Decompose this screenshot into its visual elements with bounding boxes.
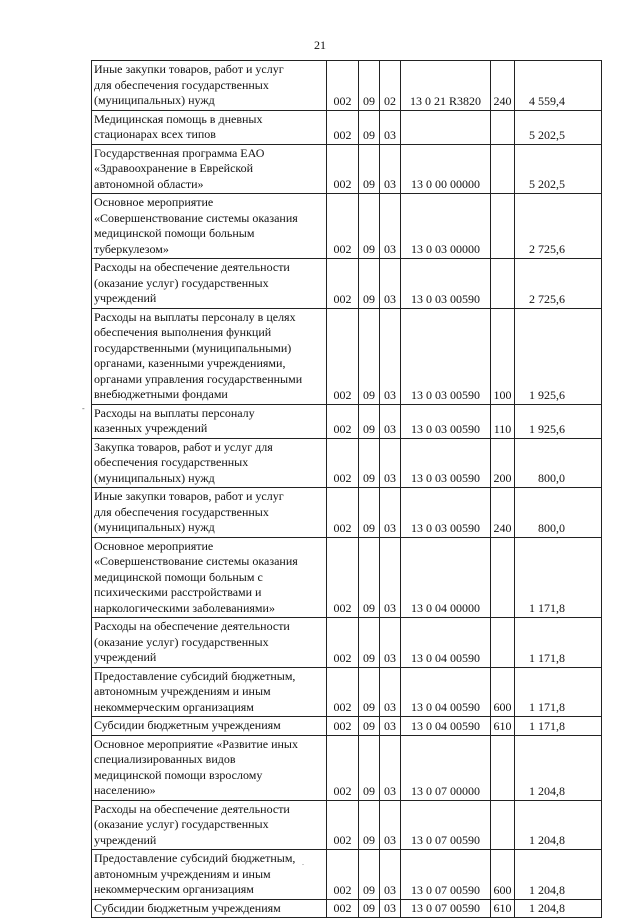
subsection-code-cell: 03 xyxy=(380,850,401,900)
expense-type-cell: 610 xyxy=(491,899,515,918)
expense-type-cell xyxy=(491,537,515,618)
department-code-cell: 002 xyxy=(327,144,359,194)
expense-type-cell: 600 xyxy=(491,667,515,717)
subsection-code-cell: 03 xyxy=(380,488,401,538)
table-row xyxy=(92,194,602,259)
target-article-cell: 13 0 21 R3820 xyxy=(401,61,491,111)
amount-cell: 2 725,6 xyxy=(515,259,602,309)
amount-cell: 5 202,5 xyxy=(515,144,602,194)
expense-type-cell xyxy=(491,735,515,800)
subsection-code-cell: 03 xyxy=(380,899,401,918)
target-article-cell: 13 0 04 00000 xyxy=(401,537,491,618)
page-number: 21 xyxy=(314,38,326,52)
subsection-code-cell: 03 xyxy=(380,800,401,850)
amount-cell: 5 202,5 xyxy=(515,110,602,144)
table-row xyxy=(92,404,602,438)
expense-type-cell xyxy=(491,259,515,309)
expense-type-cell xyxy=(491,800,515,850)
table-row xyxy=(92,488,602,538)
section-code-cell: 09 xyxy=(359,488,380,538)
expense-name-cell: Расходы на обеспечение деятельности (оказание услуг) государственных учреждений xyxy=(92,800,327,850)
section-code-cell: 09 xyxy=(359,110,380,144)
expense-name-cell: Основное мероприятие «Развитие иных специализированных видов медицинской помощи взрослому населению» xyxy=(92,735,327,800)
department-code-cell: 002 xyxy=(327,735,359,800)
subsection-code-cell: 03 xyxy=(380,110,401,144)
department-code-cell: 002 xyxy=(327,850,359,900)
table-row xyxy=(92,308,602,404)
expense-name-cell: Субсидии бюджетным учреждениям xyxy=(92,717,327,736)
target-article-cell: 13 0 03 00590 xyxy=(401,308,491,404)
expense-type-cell: 200 xyxy=(491,438,515,488)
budget-table xyxy=(91,60,602,918)
section-code-cell: 09 xyxy=(359,61,380,111)
amount-cell: 800,0 xyxy=(515,488,602,538)
amount-cell: 1 925,6 xyxy=(515,308,602,404)
expense-name-cell: Основное мероприятие «Совершенствование системы оказания медицинской помощи больным с психическими расстройствами и наркологическими заболеваниями» xyxy=(92,537,327,618)
subsection-code-cell: 03 xyxy=(380,438,401,488)
expense-type-cell: 610 xyxy=(491,717,515,736)
table-row xyxy=(92,438,602,488)
bottom-mark: . xyxy=(302,858,304,867)
section-code-cell: 09 xyxy=(359,800,380,850)
section-code-cell: 09 xyxy=(359,850,380,900)
table-row xyxy=(92,259,602,309)
target-article-cell: 13 0 03 00590 xyxy=(401,259,491,309)
expense-name-cell: Предоставление субсидий бюджетным, автономным учреждениям и иным некоммерческим организациям xyxy=(92,850,327,900)
target-article-cell: 13 0 07 00590 xyxy=(401,800,491,850)
table-row xyxy=(92,537,602,618)
department-code-cell: 002 xyxy=(327,899,359,918)
expense-name-cell: Государственная программа ЕАО «Здравоохранение в Еврейской автономной области» xyxy=(92,144,327,194)
target-article-cell: 13 0 04 00590 xyxy=(401,618,491,668)
department-code-cell: 002 xyxy=(327,404,359,438)
target-article-cell: 13 0 03 00590 xyxy=(401,488,491,538)
department-code-cell: 002 xyxy=(327,438,359,488)
amount-cell: 1 925,6 xyxy=(515,404,602,438)
expense-name-cell: Субсидии бюджетным учреждениям xyxy=(92,899,327,918)
target-article-cell: 13 0 04 00590 xyxy=(401,667,491,717)
expense-type-cell xyxy=(491,618,515,668)
department-code-cell: 002 xyxy=(327,488,359,538)
table-row xyxy=(92,717,602,736)
department-code-cell: 002 xyxy=(327,667,359,717)
amount-cell: 1 171,8 xyxy=(515,537,602,618)
table-row xyxy=(92,735,602,800)
table-body xyxy=(92,61,602,918)
expense-name-cell: Расходы на обеспечение деятельности (оказание услуг) государственных учреждений xyxy=(92,259,327,309)
subsection-code-cell: 03 xyxy=(380,404,401,438)
subsection-code-cell: 03 xyxy=(380,194,401,259)
department-code-cell: 002 xyxy=(327,717,359,736)
expense-name-cell: Закупка товаров, работ и услуг для обеспечения государственных (муниципальных) нужд xyxy=(92,438,327,488)
expense-name-cell: Расходы на выплаты персоналу в целях обеспечения выполнения функций государственными (муниципальными) органами, казенными учреждениями, органами управления государственными внебюджетными фондами xyxy=(92,308,327,404)
table-row xyxy=(92,61,602,111)
expense-name-cell: Расходы на выплаты персоналу казенных учреждений xyxy=(92,404,327,438)
expense-type-cell xyxy=(491,144,515,194)
amount-cell: 800,0 xyxy=(515,438,602,488)
amount-cell: 1 171,8 xyxy=(515,717,602,736)
section-code-cell: 09 xyxy=(359,899,380,918)
margin-mark: - xyxy=(82,404,85,413)
department-code-cell: 002 xyxy=(327,259,359,309)
table-row xyxy=(92,144,602,194)
amount-cell: 1 204,8 xyxy=(515,735,602,800)
target-article-cell: 13 0 03 00590 xyxy=(401,438,491,488)
section-code-cell: 09 xyxy=(359,537,380,618)
subsection-code-cell: 03 xyxy=(380,259,401,309)
department-code-cell: 002 xyxy=(327,110,359,144)
subsection-code-cell: 03 xyxy=(380,308,401,404)
table-row xyxy=(92,110,602,144)
subsection-code-cell: 03 xyxy=(380,537,401,618)
section-code-cell: 09 xyxy=(359,667,380,717)
subsection-code-cell: 03 xyxy=(380,667,401,717)
table-row xyxy=(92,667,602,717)
target-article-cell: 13 0 03 00590 xyxy=(401,404,491,438)
department-code-cell: 002 xyxy=(327,537,359,618)
department-code-cell: 002 xyxy=(327,800,359,850)
amount-cell: 2 725,6 xyxy=(515,194,602,259)
expense-type-cell: 240 xyxy=(491,488,515,538)
expense-name-cell: Иные закупки товаров, работ и услуг для обеспечения государственных (муниципальных) нужд xyxy=(92,61,327,111)
target-article-cell: 13 0 04 00590 xyxy=(401,717,491,736)
department-code-cell: 002 xyxy=(327,308,359,404)
amount-cell: 1 204,8 xyxy=(515,899,602,918)
expense-name-cell: Иные закупки товаров, работ и услуг для обеспечения государственных (муниципальных) нужд xyxy=(92,488,327,538)
amount-cell: 4 559,4 xyxy=(515,61,602,111)
department-code-cell: 002 xyxy=(327,194,359,259)
subsection-code-cell: 02 xyxy=(380,61,401,111)
section-code-cell: 09 xyxy=(359,259,380,309)
amount-cell: 1 171,8 xyxy=(515,618,602,668)
expense-type-cell: 110 xyxy=(491,404,515,438)
expense-name-cell: Основное мероприятие «Совершенствование системы оказания медицинской помощи больным туберкулезом» xyxy=(92,194,327,259)
amount-cell: 1 204,8 xyxy=(515,800,602,850)
subsection-code-cell: 03 xyxy=(380,735,401,800)
department-code-cell: 002 xyxy=(327,61,359,111)
subsection-code-cell: 03 xyxy=(380,618,401,668)
amount-cell: 1 171,8 xyxy=(515,667,602,717)
section-code-cell: 09 xyxy=(359,194,380,259)
target-article-cell: 13 0 07 00590 xyxy=(401,899,491,918)
expense-name-cell: Расходы на обеспечение деятельности (оказание услуг) государственных учреждений xyxy=(92,618,327,668)
section-code-cell: 09 xyxy=(359,438,380,488)
department-code-cell: 002 xyxy=(327,618,359,668)
subsection-code-cell: 03 xyxy=(380,717,401,736)
target-article-cell: 13 0 03 00000 xyxy=(401,194,491,259)
section-code-cell: 09 xyxy=(359,717,380,736)
expense-name-cell: Предоставление субсидий бюджетным, автономным учреждениям и иным некоммерческим организациям xyxy=(92,667,327,717)
target-article-cell: 13 0 07 00590 xyxy=(401,850,491,900)
section-code-cell: 09 xyxy=(359,144,380,194)
section-code-cell: 09 xyxy=(359,735,380,800)
target-article-cell: 13 0 07 00000 xyxy=(401,735,491,800)
section-code-cell: 09 xyxy=(359,618,380,668)
expense-type-cell xyxy=(491,194,515,259)
subsection-code-cell: 03 xyxy=(380,144,401,194)
target-article-cell xyxy=(401,110,491,144)
amount-cell: 1 204,8 xyxy=(515,850,602,900)
expense-type-cell: 600 xyxy=(491,850,515,900)
table-row xyxy=(92,800,602,850)
target-article-cell: 13 0 00 00000 xyxy=(401,144,491,194)
section-code-cell: 09 xyxy=(359,404,380,438)
section-code-cell: 09 xyxy=(359,308,380,404)
table-row xyxy=(92,618,602,668)
expense-name-cell: Медицинская помощь в дневных стационарах всех типов xyxy=(92,110,327,144)
table-row xyxy=(92,850,602,900)
expense-type-cell xyxy=(491,110,515,144)
expense-type-cell: 100 xyxy=(491,308,515,404)
expense-type-cell: 240 xyxy=(491,61,515,111)
table-row xyxy=(92,899,602,918)
